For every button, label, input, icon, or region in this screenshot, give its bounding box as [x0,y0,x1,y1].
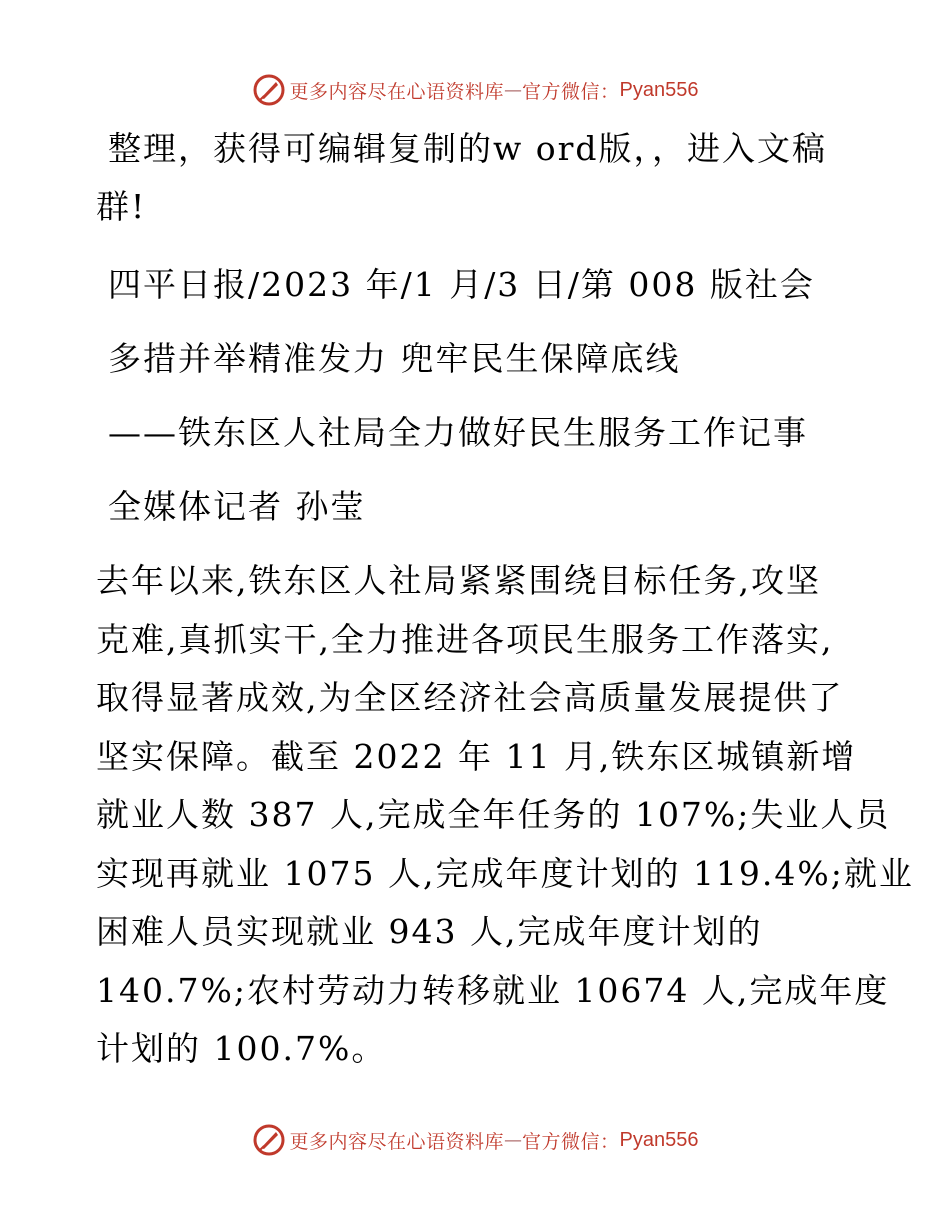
quill-circle-logo-icon [252,73,286,107]
intro-line-2: 群! [96,187,147,226]
body-line: 取得显著成效,为全区经济社会高质量发展提供了 [96,678,844,717]
footer-watermark [0,1120,950,1160]
body-line: 坚实保障。截至 2022 年 11 月,铁东区城镇新增 [96,736,857,776]
body-line: 就业人数 387 人,完成全年任务的 107%;失业人员 [96,795,891,834]
watermark-text: 更多内容尽在心语资料库 [289,1130,505,1153]
body-line: 140.7%;农村劳动力转移就业 10674 人,完成年度 [96,970,890,1010]
body-line: 困难人员实现就业 943 人,完成年度计划的 [96,912,763,951]
watermark-label: 官方微信： [522,1130,620,1153]
watermark-dash: — [504,1129,523,1151]
header-watermark [0,70,950,110]
watermark-label: 官方微信： [522,80,620,103]
body-line: 克难,真抓实干,全力推进各项民生服务工作落实, [96,619,834,659]
watermark-dash: — [504,79,523,101]
body-line: 实现再就业 1075 人,完成年度计划的 119.4%;就业 [96,853,914,893]
intro-line-1: 整理，获得可编辑复制的w ord版，，进入文稿 [108,129,828,168]
quill-circle-logo-icon [252,1123,286,1157]
article-subtitle: ——铁东区人社局全力做好民生服务工作记事 [108,413,808,452]
article-paragraph [96,552,914,1079]
article-title: 多措并举精准发力 兜牢民生保障底线 [108,339,681,378]
watermark-account: Pyan556 [619,78,699,101]
watermark-account: Pyan556 [619,1128,699,1151]
article-byline: 全媒体记者 孙莹 [108,487,366,526]
article-source: 四平日报/2023 年/1 月/3 日/第 008 版社会 [108,265,815,304]
document-body [96,120,914,1079]
body-line: 计划的 100.7%。 [96,1029,387,1068]
body-line: 去年以来,铁东区人社局紧紧围绕目标任务,攻坚 [96,561,821,600]
watermark-text: 更多内容尽在心语资料库 [289,80,505,103]
